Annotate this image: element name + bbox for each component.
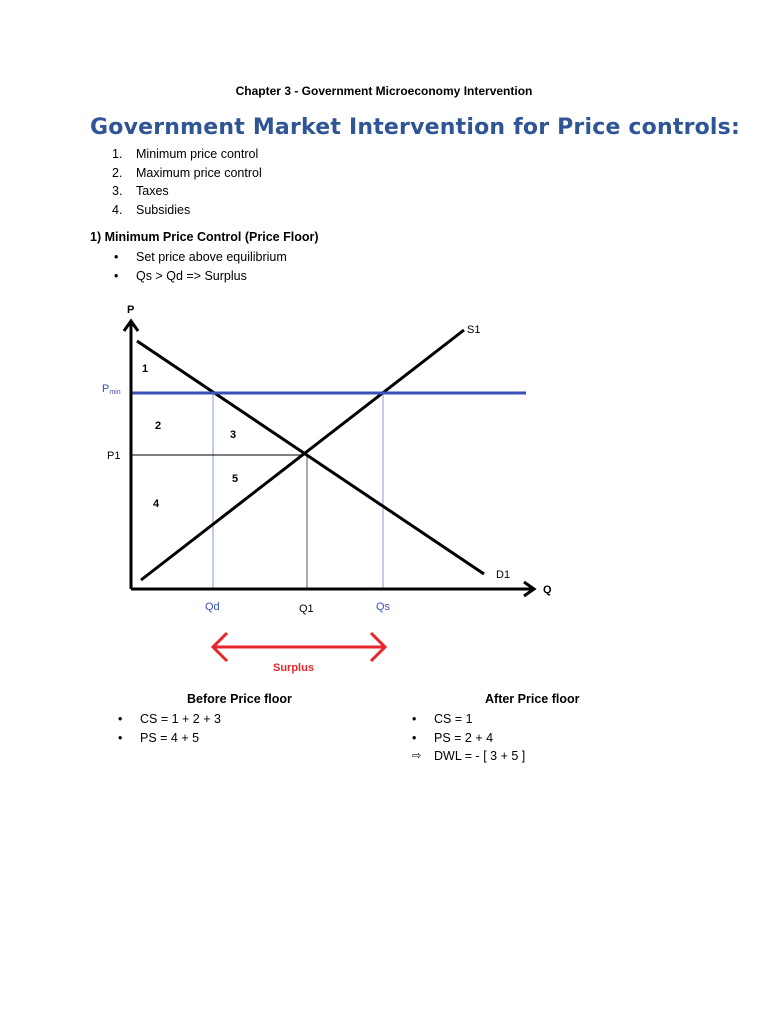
bullet-text: Set price above equilibrium — [136, 250, 287, 264]
bullet-icon: • — [114, 250, 119, 264]
bullet-text: Qs > Qd => Surplus — [136, 268, 247, 283]
list-label: Maximum price control — [136, 165, 262, 180]
list-item — [412, 747, 525, 766]
section-heading: 1) Minimum Price Control (Price Floor) — [90, 230, 319, 244]
after-heading: After Price floor — [485, 692, 580, 706]
arrow-bullet-icon: ⇨ — [412, 749, 422, 763]
bullet-icon: • — [118, 712, 123, 726]
list-number: 3. — [112, 184, 123, 199]
area-4-label: 4 — [153, 498, 160, 510]
list-label: Subsidies — [136, 202, 191, 217]
demand-label: D1 — [496, 569, 511, 581]
list-item — [412, 729, 525, 748]
list-item — [118, 729, 221, 748]
bullet-icon: • — [118, 730, 123, 745]
p1-label: P1 — [107, 450, 121, 462]
list-number: 1. — [112, 147, 123, 161]
bullet-icon: • — [412, 730, 417, 745]
bullet-icon: • — [114, 268, 119, 283]
q1-label: Q1 — [299, 603, 314, 615]
demand-curve — [137, 341, 484, 574]
area-2-label: 2 — [155, 420, 162, 432]
pmin-label-main: P — [102, 383, 110, 395]
bullet-text: CS = 1 — [434, 712, 473, 726]
surplus-label: Surplus — [273, 662, 314, 674]
area-5-label: 5 — [232, 473, 239, 485]
y-axis-label: P — [127, 304, 135, 316]
list-number: 4. — [112, 202, 123, 217]
list-number: 2. — [112, 165, 123, 180]
qs-label: Qs — [376, 601, 391, 613]
area-3-label: 3 — [230, 429, 237, 441]
bullet-icon: • — [412, 712, 417, 726]
bullet-text: PS = 4 + 5 — [140, 730, 200, 745]
list-item — [118, 710, 221, 729]
pmin-label — [102, 383, 121, 396]
bullet-text: PS = 2 + 4 — [434, 730, 494, 745]
after-list — [412, 710, 525, 766]
before-list — [118, 710, 221, 747]
qd-label: Qd — [205, 601, 220, 613]
pmin-label-sub: min — [109, 389, 121, 396]
chapter-title: Chapter 3 - Government Microeconomy Intervention — [235, 84, 533, 98]
area-1-label: 1 — [142, 363, 149, 375]
list-label: Taxes — [136, 184, 169, 199]
x-axis-label: Q — [543, 584, 552, 596]
before-heading: Before Price floor — [187, 692, 292, 706]
bullet-text: CS = 1 + 2 + 3 — [140, 712, 221, 726]
dwl-text: DWL = - [ 3 + 5 ] — [434, 749, 526, 764]
main-title: Government Market Intervention for Price controls: — [90, 115, 740, 140]
list-label: Minimum price control — [136, 147, 259, 161]
list-item — [412, 710, 525, 729]
supply-label: S1 — [467, 324, 481, 336]
